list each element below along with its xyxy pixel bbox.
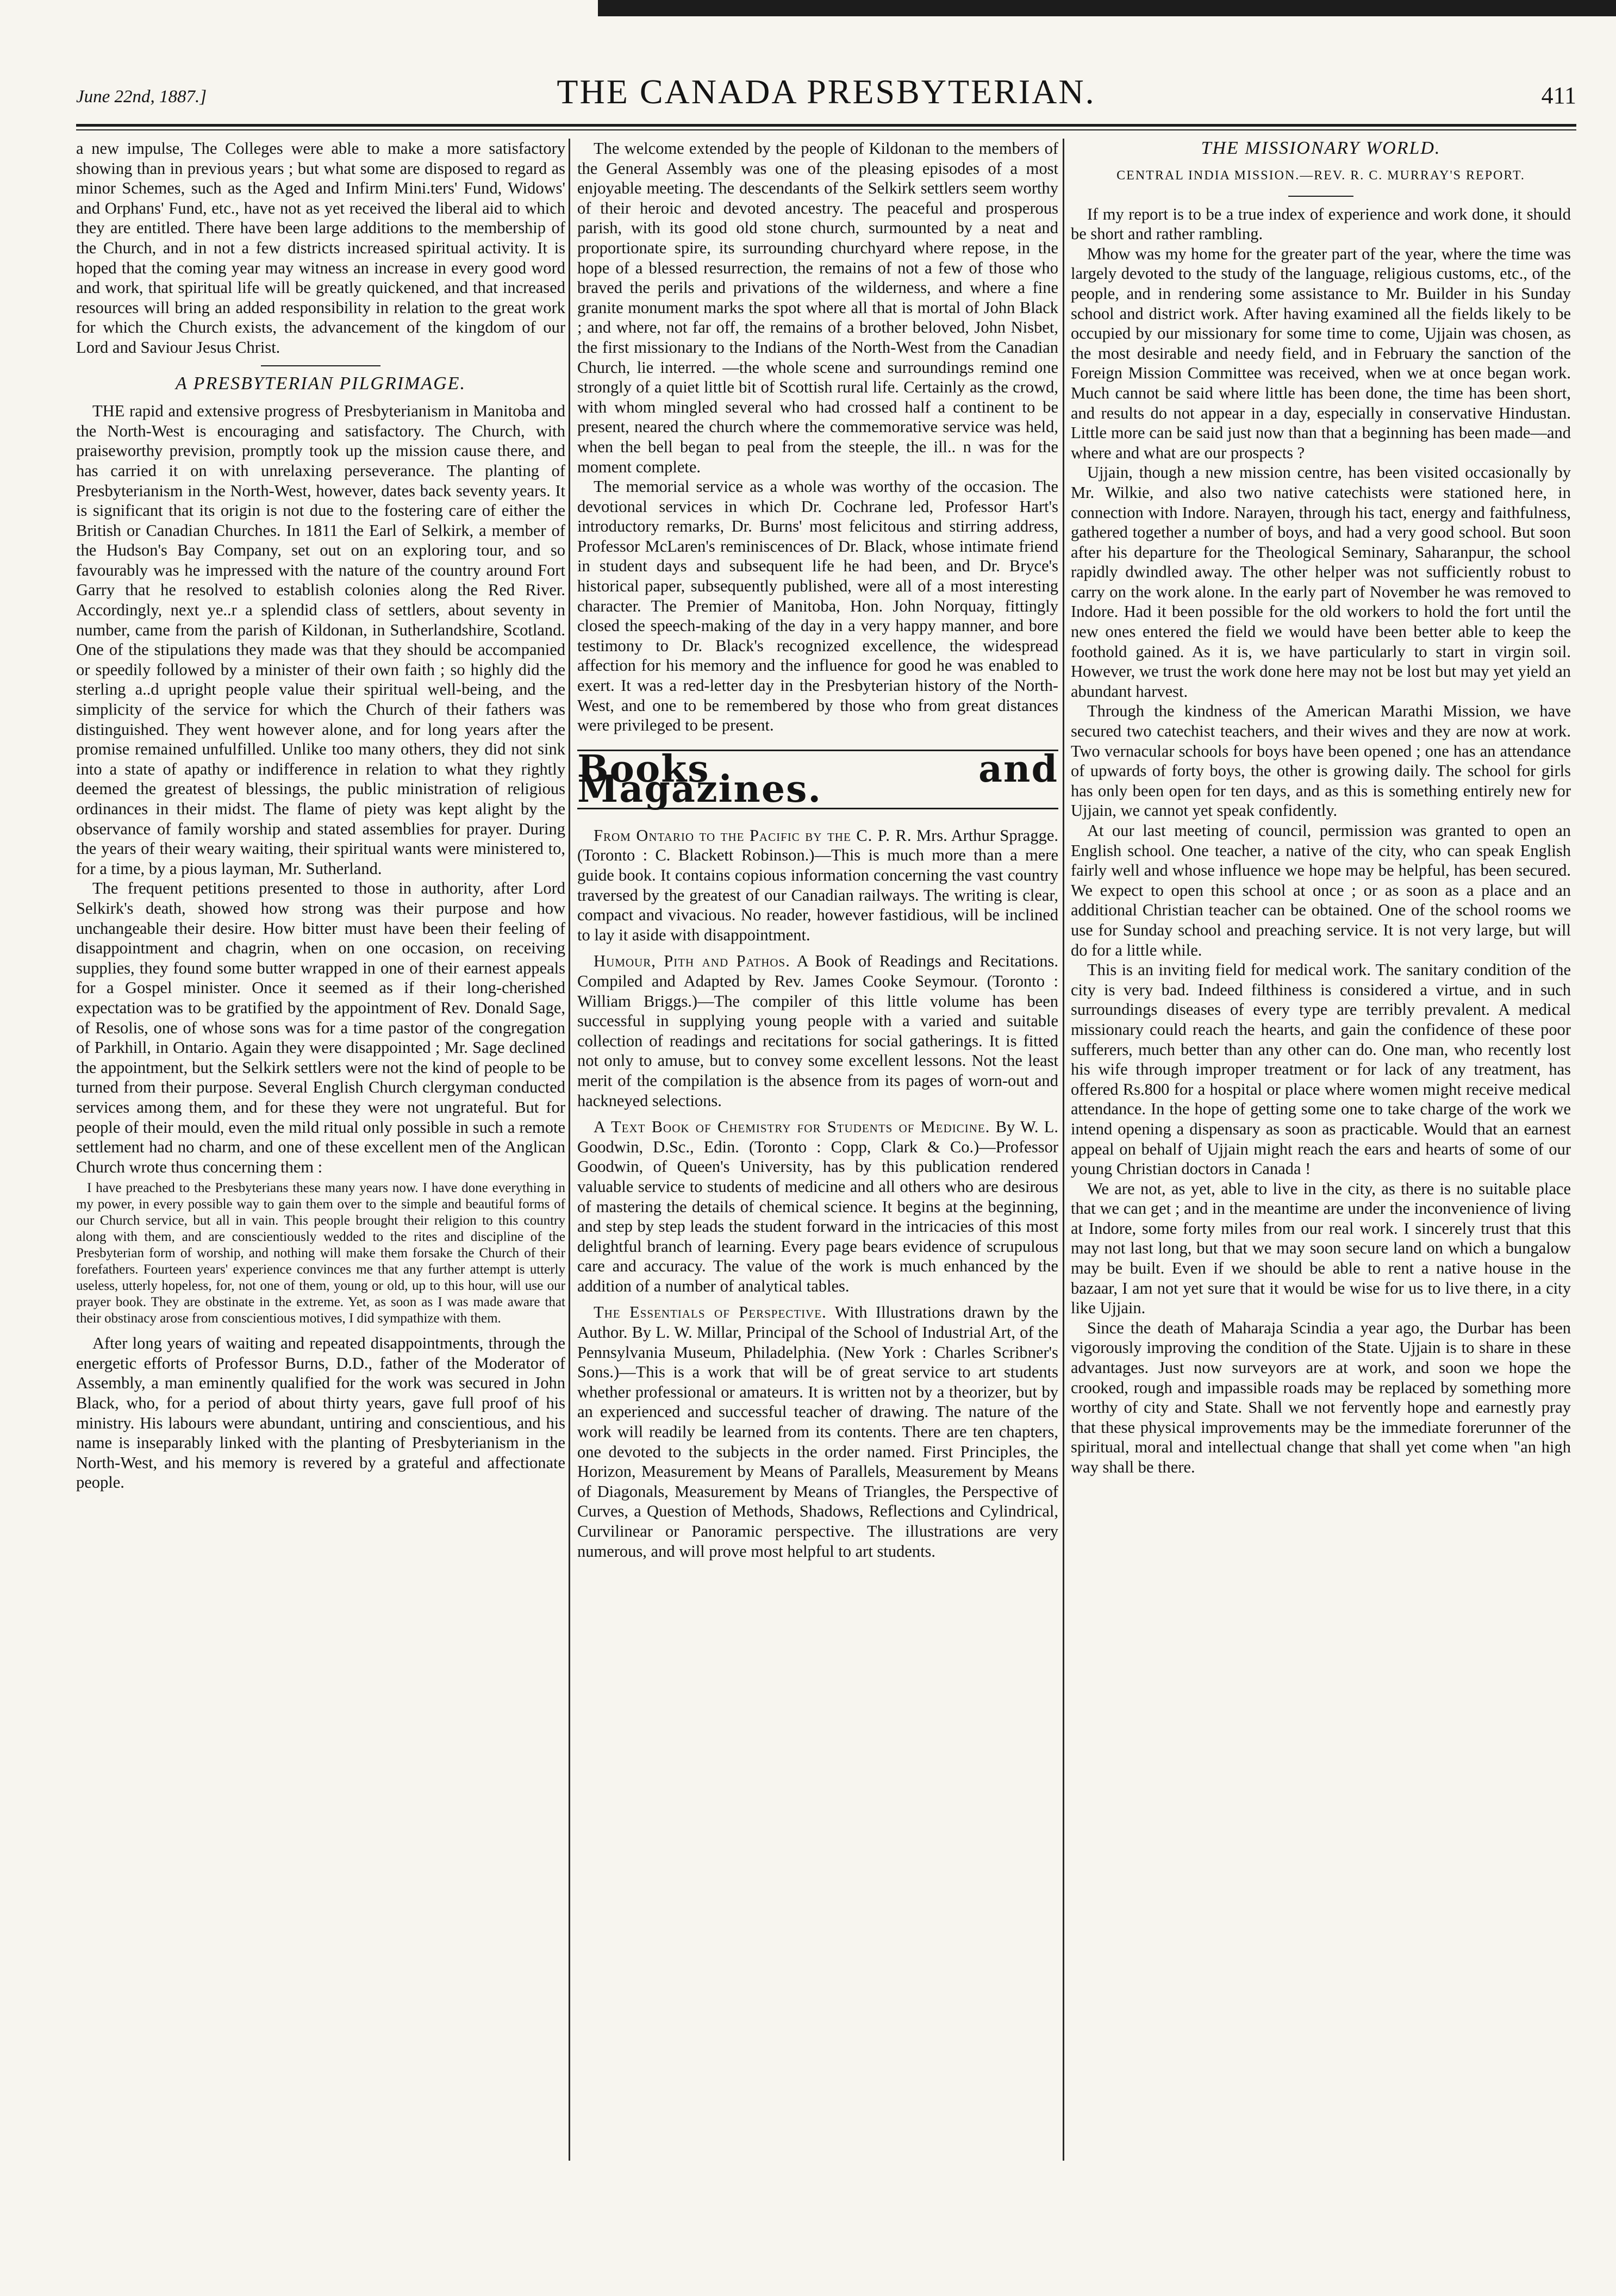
- header-rule: [76, 124, 1576, 127]
- review-title: From Ontario to the Pacific by the C. P. R.: [594, 826, 912, 845]
- review-title: The Essentials of Perspective.: [594, 1303, 827, 1322]
- top-edge-bar: [598, 0, 1616, 16]
- article-paragraph: The memorial service as a whole was worthy of the occasion. The devotional services in which Dr. Cochrane led, Professor Hart's introductory remarks, Dr. Burns' most felicitous and stirring address, Professor McLaren's reminiscences of Dr. Black, whose intimate friend in student days and subsequent life he had been, and Dr. Bryce's historical paper, subsequently published, were all of a most interesting character. The Premier of Manitoba, Hon. John Norquay, fittingly closed the speech-making of the day in a very happy manner, and bore testimony to Dr. Black's recognized excellence, the widespread affection for his memory and the influence for good he was enabled to exert. It was a red-letter day in the Presbyterian history of the North-West, and one to be remembered by those who from great distances were privileged to be present.: [577, 477, 1058, 735]
- issue-date: June 22nd, 1887.]: [76, 87, 207, 107]
- book-review: [577, 1117, 1058, 1296]
- section-divider: [261, 365, 380, 366]
- review-body: Mrs. Arthur Spragge. (Toronto : C. Blackett Robinson.)—This is much more than a mere guide book. It contains copious information concerning the vast country traversed by the greatest of our Canadian railways. The writing is clear, compact and vivacious. No reader, however fastidious, will be inclined to lay it aside with disappointment.: [577, 826, 1058, 944]
- header-rule-thin: [76, 129, 1576, 130]
- intro-paragraph: a new impulse, The Colleges were able to make a more satisfactory showing than in previous years ; but what some are disposed to regard as minor Schemes, such as the Aged and Infirm Mini.ters' Fund, Widows' and Orphans' Fund, etc., have not as yet received the liberal aid to which they are entitled. There have been large additions to the membership of the Church, and in not a few districts increased spiritual activity. It is hoped that the coming year may witness an increase in every good word and work, that spiritual life will be greatly quickened, and that increased resources will bring an added responsibility in relation to the great work for which the Church exists, the advancement of the kingdom of our Lord and Saviour Jesus Christ.: [76, 139, 565, 357]
- mission-report-subheading: CENTRAL INDIA MISSION.—REV. R. C. MURRAY'S REPORT.: [1116, 168, 1525, 183]
- report-paragraph: Through the kindness of the American Marathi Mission, we have secured two catechist teachers, and their wives and they are now at work. Two vernacular schools for boys have been opened ; one has an attendance of upwards of forty boys, the other is growing daily. The school for girls has only been open for ten days, and as this is something entirely new for Ujjain, we cannot yet speak confidently.: [1071, 702, 1571, 820]
- page-header: [76, 70, 1576, 124]
- report-paragraph: Since the death of Maharaja Scindia a year ago, the Durbar has been vigorously improving the condition of the State. Ujjain is to share in these advantages. Just now surveyors are at work, and soon we hope the crooked, rough and impassible roads may be replaced by something more worthy of city and State. Shall we not fervently hope and earnestly pray that these physical improvements may be the immediate forerunner of the spiritual, moral and intellectual change that shall yet come when "an high way shall be there.: [1071, 1318, 1571, 1476]
- article-paragraph: The welcome extended by the people of Kildonan to the members of the General Assembly was one of the pleasing episodes of a most enjoyable meeting. The descendants of the Selkirk settlers seem worthy of their heroic and devoted ancestry. The peaceful and prosperous parish, with its good old stone church, surmounted by a neat and proportionate spire, its surrounding churchyard where repose, in the hope of a blessed resurrection, the remains of not a few of those who braved the perils and privations of the wilderness, and where a fine granite monument marks the spot where all that is mortal of John Black ; and where, not far off, the remains of a brother beloved, John Nisbet, the first missionary to the Indians of the North-West from the Canadian Church, lie interred. —the whole scene and surroundings remind one strongly of a quiet little bit of Scottish rural life. Certainly as the crowd, with whom mingled several who had crossed half a continent to be present, neared the church where the commemorative service was held, when the bell began to peal from the steeple, the ill.. n was for the moment complete.: [577, 139, 1058, 476]
- book-review: [577, 951, 1058, 1110]
- review-body: A Book of Readings and Recitations. Compiled and Adapted by Rev. James Cooke Seymour. (Toronto : William Briggs.)—The compiler of this little volume has been successful in supplying young people with a varied and suitable collection of readings and recitations for social gatherings. It is fitted not only to amuse, but to convey some excellent lessons. Not the least merit of the compilation is the absence from its pages of worn-out and hackneyed selections.: [577, 952, 1058, 1110]
- books-and-magazines-banner: Books and Magazines.: [577, 747, 1058, 811]
- review-title: A Text Book of Chemistry for Students of Medicine.: [594, 1118, 990, 1137]
- missionary-world-heading: THE MISSIONARY WORLD.: [1201, 139, 1441, 158]
- newspaper-title: THE CANADA PRESBYTERIAN.: [557, 72, 1096, 111]
- pilgrimage-heading: A PRESBYTERIAN PILGRIMAGE.: [176, 373, 466, 394]
- review-title: Humour, Pith and Pathos.: [594, 952, 790, 971]
- column-2: [577, 139, 1058, 2253]
- article-paragraph: The frequent petitions presented to those in authority, after Lord Selkirk's death, showed how strong was their purpose and how unchangeable their desire. How bitter must have been their feeling of disappointment and chagrin, when on one occasion, on receiving supplies, they found some butter wrapped in one of their earnest appeals for a Gospel minister. Once it seemed as if their long-cherished expectation was to be gratified by the appointment of Rev. Donald Sage, of Resolis, one of whose sons was for a time pastor of the congregation of Parkhill, in Ontario. Again they were disappointed ; Mr. Sage declined the appointment, but the Selkirk settlers were not the kind of people to be turned from their purpose. Several English Church clergyman conducted services among them, and for these they were not ungrateful. But for people of their mould, even the mild ritual only possible in such a remote settlement had no charm, and one of these excellent men of the Anglican Church wrote thus concerning them :: [76, 879, 565, 1176]
- report-paragraph: If my report is to be a true index of experience and work done, it should be short and rather rambling.: [1071, 204, 1571, 244]
- column-3: [1071, 139, 1571, 2253]
- report-paragraph: This is an inviting field for medical work. The sanitary condition of the city is very bad. Indeed filthiness is considered a virtue, and in such surroundings diseases of every type are terribly prevalent. A medical missionary could reach the hearts, and gain the confidence of these poor sufferers, much better than any other can do. One man, who recently lost his wife through improper treatment or for lack of any treatment, has offered Rs.800 for a hospital or place where women might receive medical attendance. In the hope of getting some one to take charge of the work we intend opening a dispensary as soon as practicable. Would that an earnest appeal on behalf of Ujjain might reach the ears and hearts of some of our young Christian doctors in Canada !: [1071, 960, 1571, 1178]
- section-divider: [1288, 196, 1353, 197]
- book-review: [577, 1302, 1058, 1561]
- review-body: By W. L. Goodwin, D.Sc., Edin. (Toronto : Copp, Clark & Co.)—Professor Goodwin, of Queen's University, has by this publication rendered valuable service to students of medicine and all others who are desirous of mastering the details of chemical science. It begins at the beginning, and step by step leads the student forward in the intricacies of this most delightful branch of learning. Every page bears evidence of scrupulous care and accuracy. The value of the work is much enhanced by the addition of a number of analytical tables.: [577, 1118, 1058, 1295]
- report-paragraph: At our last meeting of council, permission was granted to open an English school. One teacher, a native of the city, who can speak English fairly well and whose influence we hope may be helpful, has been secured. We expect to open this school at once ; or as soon as a place and an additional Christian teacher can be obtained. One of the school rooms we use for Sunday school and preaching service. It is not very large, but will do for a little while.: [1071, 821, 1571, 959]
- report-paragraph: Ujjain, though a new mission centre, has been visited occasionally by Mr. Wilkie, and also two native catechists were stationed here, in connection with Indore. Narayen, through his tact, energy and faithfulness, gathered together a number of boys, and had a very good school. But soon after his departure for the Theological Seminary, Saharanpur, the school rapidly dwindled away. The other helper was not sufficiently robust to carry on the work alone. In the early part of November he was removed to Indore. Had it been possible for the old workers to hold the fort until the new ones entered the field we would have been better able to keep the foothold gained. As it is, we have particularly to start in virgin soil. However, we trust the work done here may not be lost but may yet yield an abundant harvest.: [1071, 463, 1571, 701]
- report-paragraph: We are not, as yet, able to live in the city, as there is no suitable place that we can get ; and in the meantime are under the inconvenience of living at Indore, some forty miles from our real work. I sincerely trust that this may not last long, but that we may soon secure land on which a bungalow may be built. Even if we should be able to rent a native house in the bazaar, I am not yet sure that it would be wise for us to live there, in a city like Ujjain.: [1071, 1179, 1571, 1318]
- book-review: [577, 826, 1058, 945]
- article-paragraph: After long years of waiting and repeated disappointments, through the energetic efforts of Professor Burns, D.D., father of the Moderator of Assembly, a man eminently qualified for the work was secured in John Black, who, for a period of about thirty years, gave full proof of his ministry. His labours were abundant, untiring and conscientious, and his name is inseparably linked with the planting of Presbyterianism in the North-West, and his memory is revered by a grateful and affectionate people.: [76, 1334, 565, 1492]
- report-paragraph: Mhow was my home for the greater part of the year, where the time was largely devoted to the study of the language, religious customs, etc., of the people, and in rendering some assistance to Mr. Builder in his Sunday school and district work. After having examined all the fields likely to be occupied by our missionary for some time to come, Ujjain was chosen, as the most desirable and needy field, and in February the sanction of the Foreign Mission Committee was received, when we at once began work. Much cannot be said where little has been done, the time has been short, and results do not appear in a day, especially in conservative Hindustan. Little more can be said just now than that a beginning has been made—and where and what are our prospects ?: [1071, 244, 1571, 462]
- column-1: [76, 139, 565, 2253]
- quoted-letter: I have preached to the Presbyterians these many years now. I have done everything in my power, in every possible way to gain them over to the simple and beautiful forms of our Church service, but all in vain. This people brought their religion to this country along with them, and are conscientiously wedded to the rites and discipline of the Presbyterian form of worship, and nothing will make them forsake the Church of their forefathers. Fourteen years' experience convinces me that any further attempt is utterly useless, utterly hopeless, for, not one of them, young or old, up to this hour, will use our prayer book. They are obstinate in the extreme. Yet, as soon as I was made aware that their obstinacy arose from conscientious motives, I did sympathize with them.: [76, 1181, 565, 1326]
- article-paragraph: THE rapid and extensive progress of Presbyterianism in Manitoba and the North-West is encouraging and satisfactory. The Church, with praiseworthy prevision, promptly took up the mission cause there, and has carried it on with unrelaxing perseverance. The planting of Presbyterianism in the North-West, however, dates back seventy years. It is significant that its origin is not due to the fostering care of either the British or Canadian Churches. In 1811 the Earl of Selkirk, a member of the Hudson's Bay Company, set out on an exploring tour, and so favourably was he impressed with the nature of the country around Fort Garry that he resolved to establish colonies along the Red River. Accordingly, next ye..r a splendid class of settlers, about seventy in number, came from the parish of Kildonan, in Sutherlandshire, Scotland. One of the stipulations they made was that they should be accompanied or speedily followed by a minister of their own faith ; so highly did the sterling a..d upright people value their spiritual well-being, and the simplicity of the service for which the Church of their fathers was distinguished. They went however alone, and for long years after the promise remained unfulfilled. Unlike too many others, they did not sink into a state of apathy or indifference in relation to what they rightly deemed the greatest of blessings, the public ministration of religious ordinances in their midst. The flame of piety was kept alight by the observance of family worship and stated assemblies for prayer. During the years of their weary waiting, their spiritual wants were ministered to, for a time, by a pious layman, Mr. Sutherland.: [76, 402, 565, 878]
- review-body: With Illustrations drawn by the Author. By L. W. Millar, Principal of the School of Industrial Art, of the Pennsylvania Museum, Philadelphia. (New York : Charles Scribner's Sons.)—This is a work that will be of great service to art students whether professional or amateurs. It is written not by a theorizer, but by an experienced and successful teacher of drawing. The nature of the work will readily be learned from its contents. There are ten chapters, one devoted to the subjects in the order named. First Principles, the Horizon, Measurement by Means of Parallels, Measurement by Means of Diagonals, Measurement by Means of Triangles, the Perspective of Curves, a Question of Methods, Shadows, Reflections and Cylindrical, Curvilinear or Panoramic perspective. The illustrations are very numerous, and will prove most helpful to art students.: [577, 1303, 1058, 1561]
- column-divider-1: [569, 139, 570, 2161]
- page-number: 411: [1541, 82, 1576, 109]
- column-divider-2: [1063, 139, 1064, 2161]
